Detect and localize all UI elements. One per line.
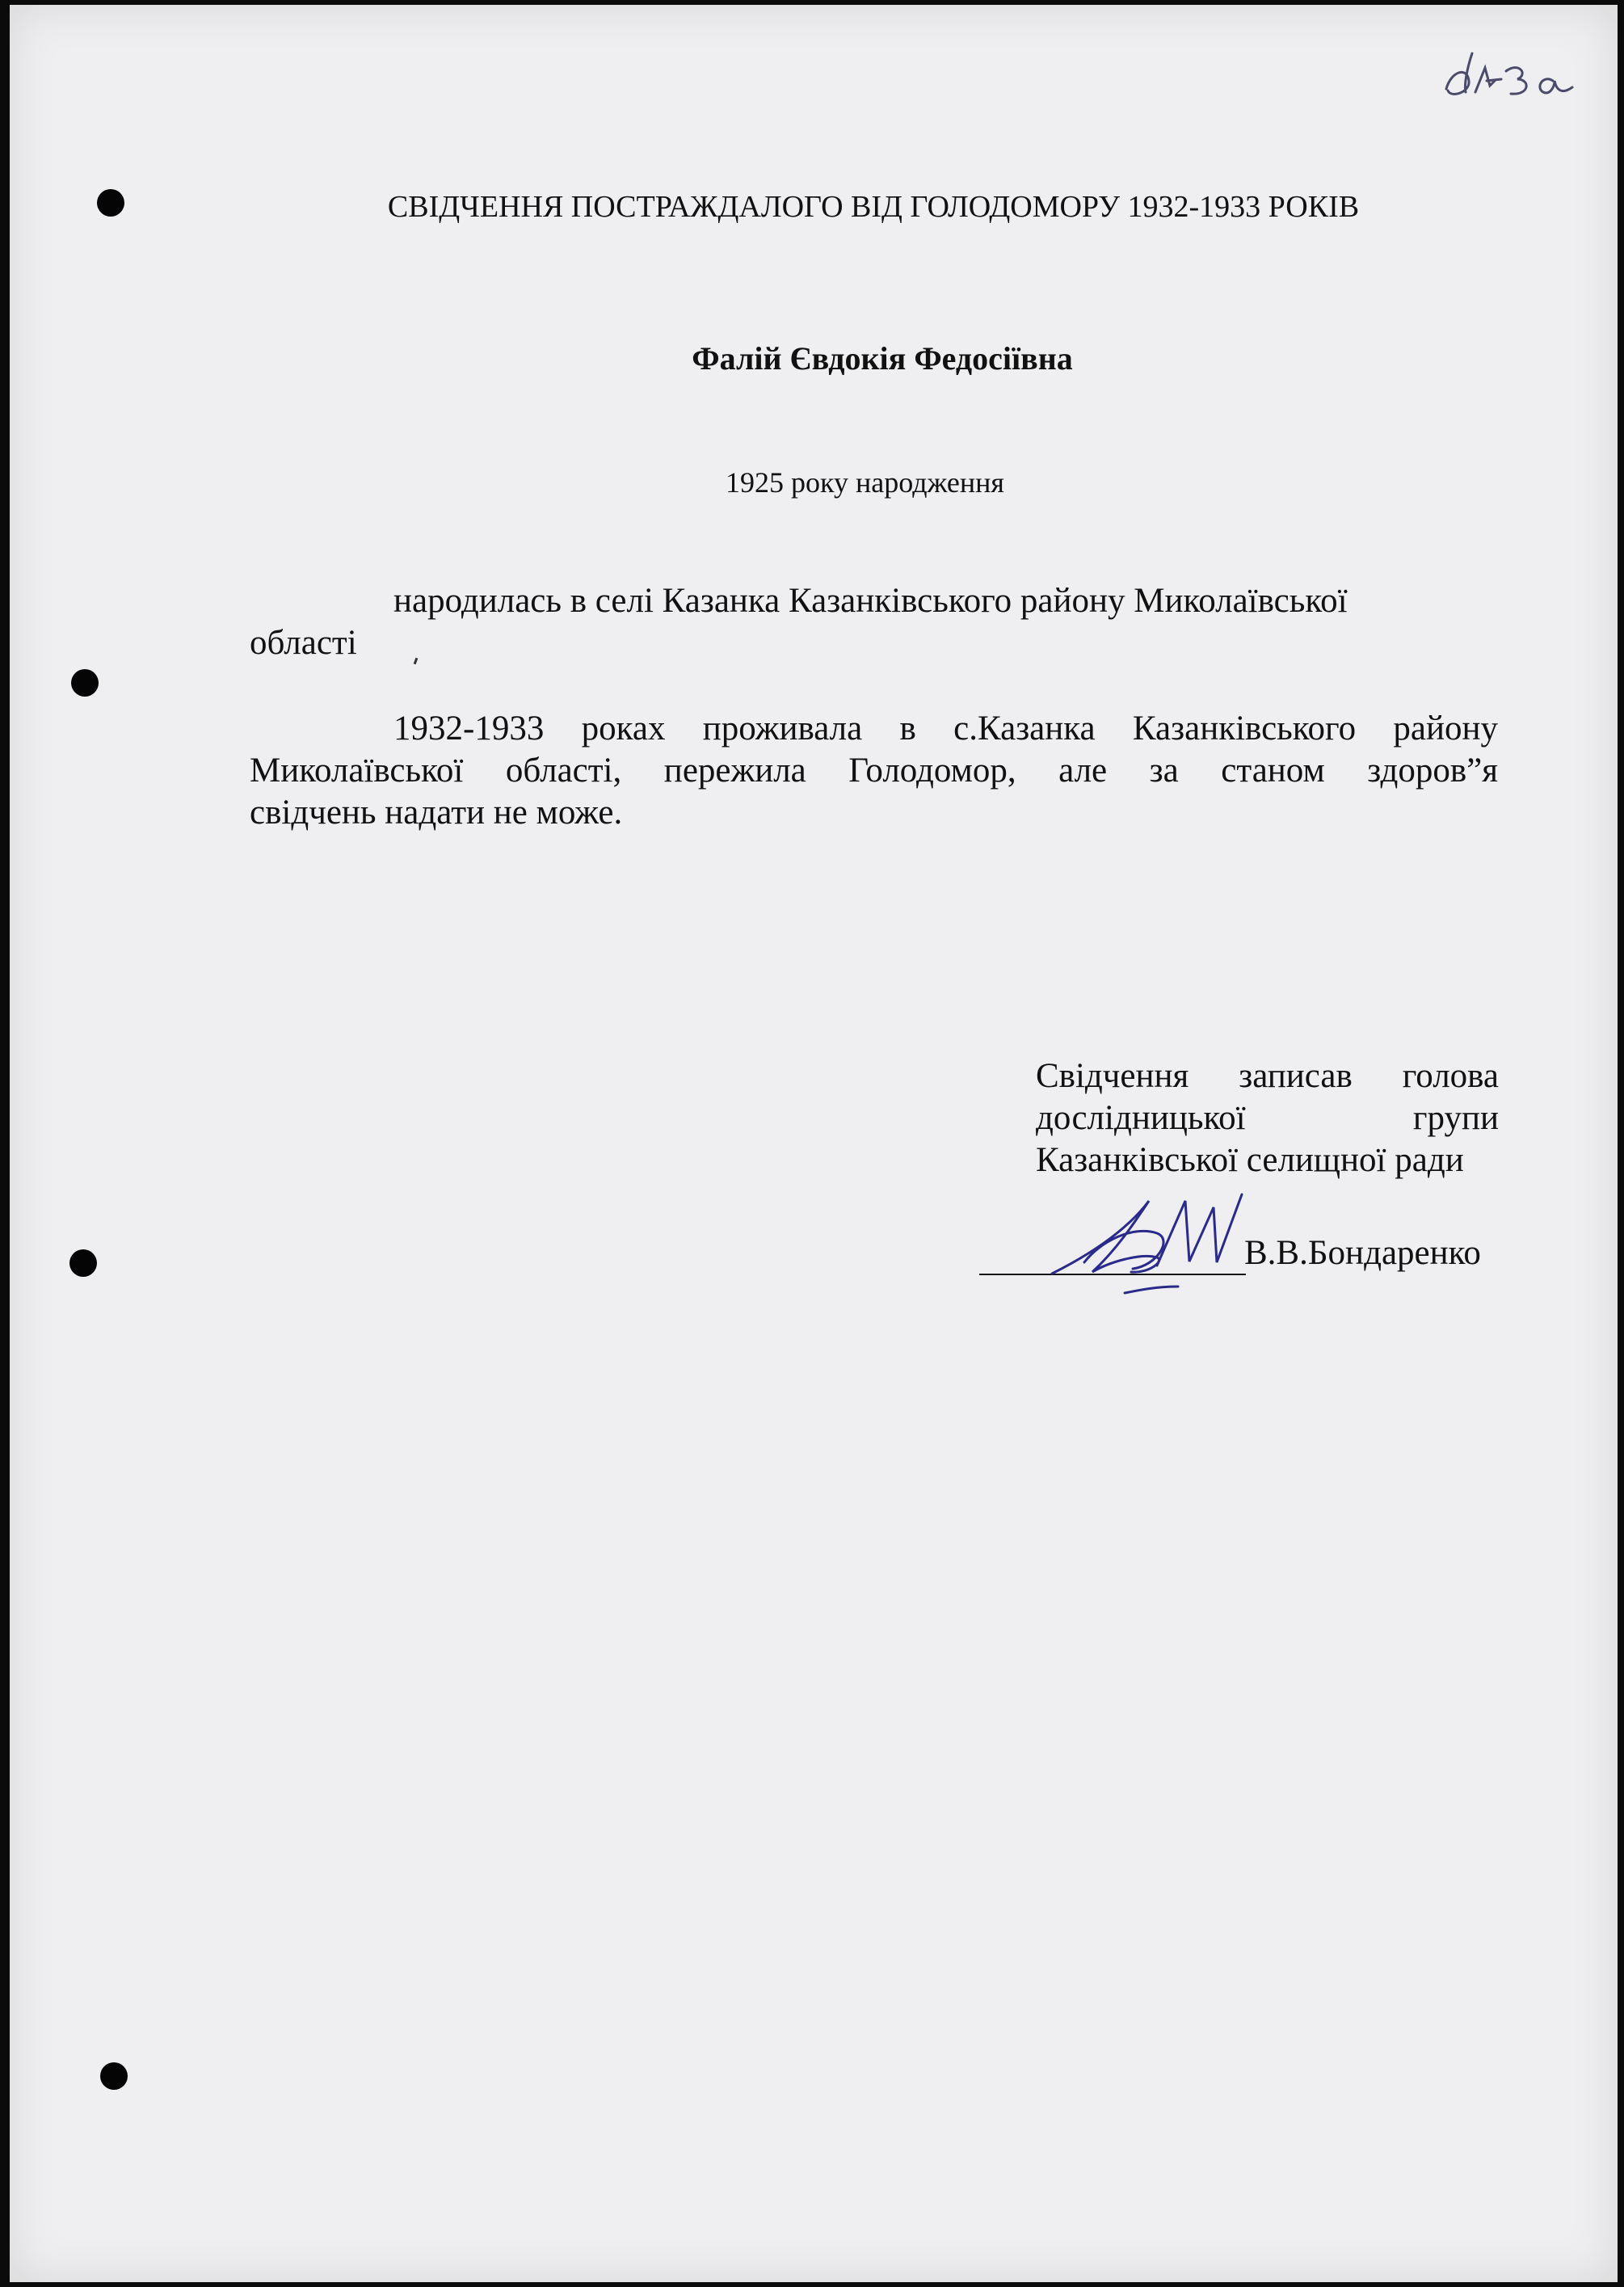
paragraph-line: Миколаївської області, пережила Голодомор, але за станом здоров”я [250,752,1498,790]
recorder-line: дослідницької групи [1036,1099,1499,1137]
testimony-paragraph [250,708,1498,834]
paragraph-line: області [250,624,357,662]
birth-year: 1925 року народження [726,466,1004,499]
paragraph-line: 1932-1933 роках проживала в с.Казанка Казанківського району [393,710,1498,748]
archive-number-handwritten [1440,39,1585,112]
person-name: Фалій Євдокія Федосіївна [692,340,1073,377]
document-page [10,5,1618,2282]
punch-hole [100,2062,128,2090]
birthplace-paragraph [250,580,1498,664]
recorder-line: Казанківської селищної ради [1036,1141,1464,1179]
recorder-block [1036,1055,1499,1181]
paragraph-line: свідчень надати не може. [250,794,623,832]
handwritten-signature [1036,1185,1254,1306]
signer-name: В.В.Бондаренко [1244,1234,1481,1272]
punch-hole [69,1249,97,1277]
punch-hole [71,669,99,697]
document-title: СВІДЧЕННЯ ПОСТРАЖДАЛОГО ВІД ГОЛОДОМОРУ 1932-1933 РОКІВ [387,190,1360,224]
recorder-line: Свідчення записав голова [1036,1057,1499,1095]
paragraph-line: народилась в селі Казанка Казанківського району Миколаївської [393,582,1348,620]
